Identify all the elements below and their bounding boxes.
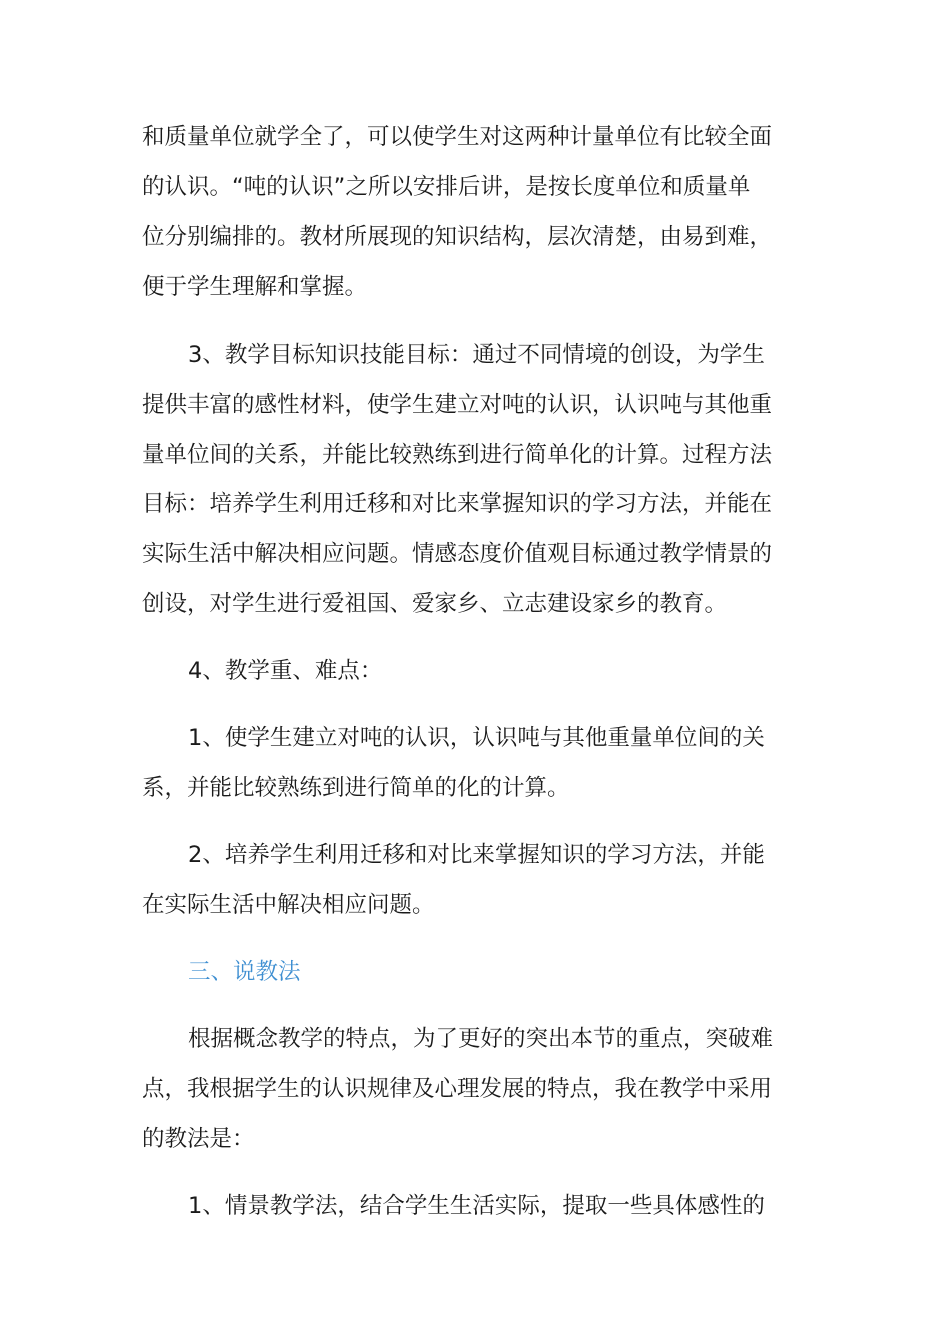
text-line: 的教法是：: [142, 1126, 255, 1152]
text-line: 1、情景教学法，结合学生生活实际，提取一些具体感性的: [188, 1193, 765, 1219]
text-line: 和质量单位就学全了，可以使学生对这两种计量单位有比较全面: [142, 124, 773, 150]
text-line: 1、使学生建立对吨的认识，认识吨与其他重量单位间的关: [188, 725, 765, 751]
text-line: 创设，对学生进行爱祖国、爱家乡、立志建设家乡的教育。: [142, 591, 728, 617]
text-line: 4、教学重、难点：: [188, 658, 383, 684]
text-line: 点，我根据学生的认识规律及心理发展的特点，我在教学中采用: [142, 1076, 773, 1102]
text-line: 实际生活中解决相应问题。情感态度价值观目标通过教学情景的: [142, 541, 773, 567]
text-line: 目标：培养学生利用迁移和对比来掌握知识的学习方法，并能在: [142, 491, 773, 517]
text-line: 在实际生活中解决相应问题。: [142, 892, 435, 918]
section-heading: 三、说教法: [188, 959, 301, 985]
text-line: 位分别编排的。教材所展现的知识结构，层次清楚，由易到难，: [142, 224, 773, 250]
text-line: 便于学生理解和掌握。: [142, 274, 368, 300]
text-line: 的认识。“吨的认识”之所以安排后讲，是按长度单位和质量单: [142, 174, 751, 200]
text-line: 量单位间的关系，并能比较熟练到进行简单化的计算。过程方法: [142, 442, 773, 468]
text-line: 根据概念教学的特点，为了更好的突出本节的重点，突破难: [188, 1026, 774, 1052]
text-line: 提供丰富的感性材料，使学生建立对吨的认识，认识吨与其他重: [142, 392, 773, 418]
text-line: 3、教学目标知识技能目标：通过不同情境的创设，为学生: [188, 342, 765, 368]
text-line: 2、培养学生利用迁移和对比来掌握知识的学习方法，并能: [188, 842, 765, 868]
text-line: 系，并能比较熟练到进行简单的化的计算。: [142, 775, 570, 801]
